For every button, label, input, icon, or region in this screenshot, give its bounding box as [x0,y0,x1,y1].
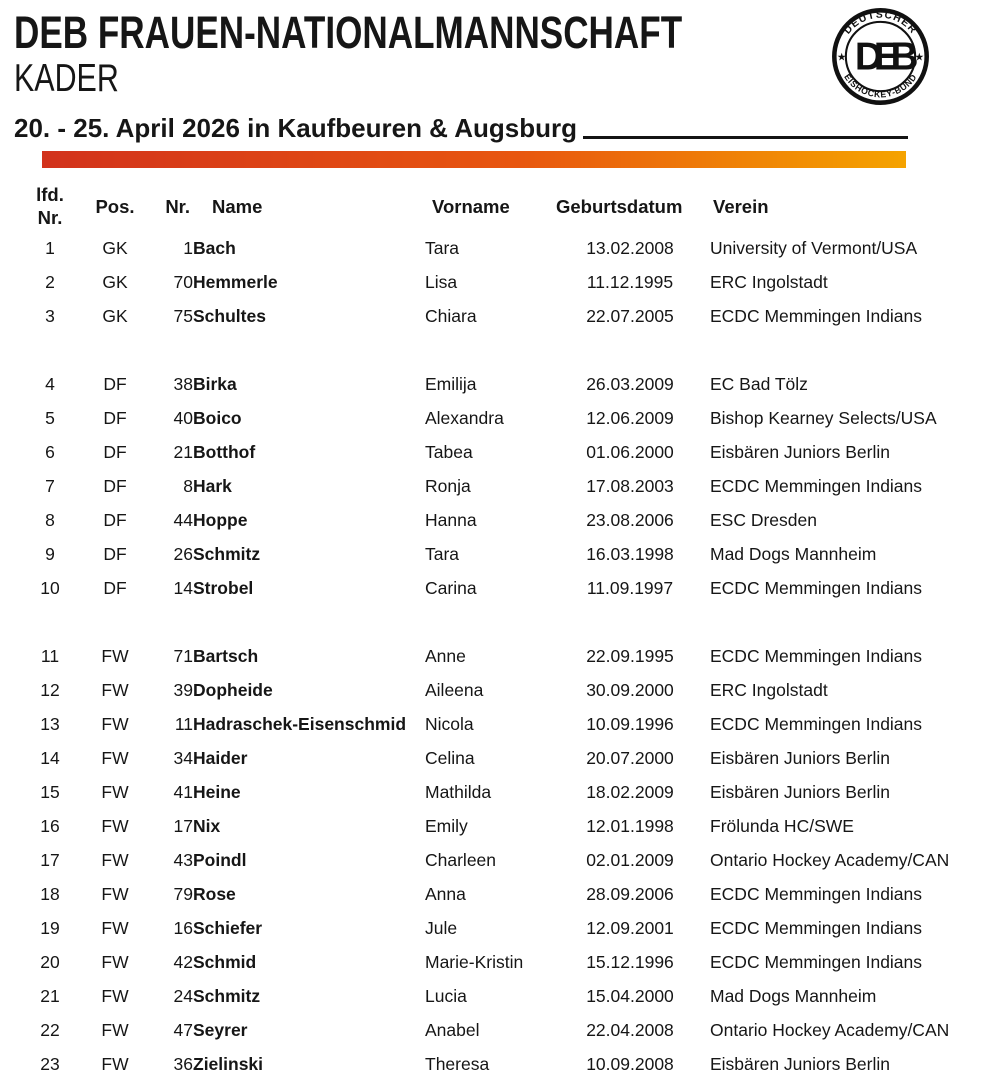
cell-geburtsdatum: 23.08.2006 [586,510,674,531]
cell-lfd-nr: 18 [40,884,60,905]
cell-lfd-nr: 7 [45,476,55,497]
cell-geburtsdatum: 12.01.1998 [586,816,674,837]
cell-vorname: Emilija [425,374,477,395]
cell-verein: Mad Dogs Mannheim [710,986,877,1007]
cell-geburtsdatum: 22.09.1995 [586,646,674,667]
cell-position: GK [102,306,128,327]
cell-vorname: Mathilda [425,782,492,803]
cell-geburtsdatum: 12.09.2001 [586,918,674,939]
cell-jersey-number: 40 [173,408,193,429]
cell-verein: ECDC Memmingen Indians [710,646,923,667]
column-header-name: Name [212,195,263,217]
cell-position: FW [101,646,129,667]
cell-name: Hoppe [193,510,248,531]
cell-verein: Eisbären Juniors Berlin [710,442,890,463]
cell-vorname: Lisa [425,272,458,293]
cell-position: DF [103,374,127,395]
cell-verein: ECDC Memmingen Indians [710,884,923,905]
cell-vorname: Jule [425,918,458,939]
logo-top-text: DEUTSCHER [842,9,919,37]
group-spacer [25,333,999,367]
cell-geburtsdatum: 18.02.2009 [586,782,674,803]
cell-vorname: Tabea [425,442,473,463]
cell-position: FW [101,714,129,735]
cell-lfd-nr: 23 [40,1054,60,1074]
cell-lfd-nr: 15 [40,782,60,803]
cell-geburtsdatum: 10.09.1996 [586,714,674,735]
cell-lfd-nr: 3 [45,306,55,327]
cell-name: Birka [193,374,237,395]
cell-jersey-number: 39 [173,680,193,701]
cell-position: FW [101,884,129,905]
table-row [25,741,999,775]
logo-monogram: DEB [854,35,910,79]
table-row [25,401,999,435]
cell-position: FW [101,850,129,871]
cell-jersey-number: 11 [174,714,193,735]
cell-geburtsdatum: 20.07.2000 [586,748,674,769]
date-line [14,114,999,143]
cell-position: FW [101,1054,129,1074]
cell-lfd-nr: 6 [45,442,55,463]
table-row [25,843,999,877]
cell-position: DF [103,408,127,429]
cell-lfd-nr: 2 [45,272,55,293]
table-row [25,503,999,537]
cell-jersey-number: 14 [173,578,193,599]
cell-name: Schiefer [193,918,263,939]
cell-vorname: Celina [425,748,475,769]
cell-position: DF [103,476,127,497]
cell-geburtsdatum: 11.12.1995 [586,272,674,293]
cell-position: DF [103,510,127,531]
table-row [25,299,999,333]
cell-lfd-nr: 19 [40,918,60,939]
cell-jersey-number: 79 [173,884,193,905]
cell-verein: ECDC Memmingen Indians [710,714,923,735]
cell-position: FW [101,1020,129,1041]
cell-vorname: Aileena [425,680,484,701]
cell-position: GK [102,238,128,259]
cell-lfd-nr: 22 [40,1020,60,1041]
cell-verein: ECDC Memmingen Indians [710,476,923,497]
cell-position: FW [101,918,129,939]
cell-lfd-nr: 5 [45,408,55,429]
cell-name: Schultes [193,306,266,327]
cell-name: Dopheide [193,680,273,701]
cell-lfd-nr: 17 [40,850,60,871]
table-row [25,911,999,945]
cell-position: FW [101,748,129,769]
cell-verein: Eisbären Juniors Berlin [710,748,890,769]
cell-name: Hemmerle [193,272,278,293]
cell-vorname: Tara [425,238,460,259]
cell-verein: Ontario Hockey Academy/CAN [710,850,950,871]
cell-lfd-nr: 21 [40,986,60,1007]
column-header-geburtsdatum: Geburtsdatum [556,195,683,217]
cell-verein: ECDC Memmingen Indians [710,578,923,599]
gradient-bar [42,151,906,168]
cell-position: FW [101,782,129,803]
cell-jersey-number: 38 [173,374,193,395]
table-row [25,877,999,911]
table-row [25,469,999,503]
cell-jersey-number: 42 [173,952,193,973]
cell-vorname: Anne [425,646,466,667]
cell-lfd-nr: 9 [45,544,55,565]
table-row [25,265,999,299]
cell-jersey-number: 17 [173,816,193,837]
cell-jersey-number: 36 [173,1054,193,1074]
cell-name: Schmitz [193,986,261,1007]
cell-verein: ECDC Memmingen Indians [710,952,923,973]
column-header-pos: Pos. [95,195,135,217]
cell-lfd-nr: 1 [45,238,55,259]
cell-geburtsdatum: 13.02.2008 [586,238,674,259]
cell-name: Zielinski [193,1054,264,1074]
cell-jersey-number: 43 [173,850,193,871]
cell-name: Nix [193,816,221,837]
column-header-lfd-line1: lfd. [36,184,64,206]
roster-table [25,181,999,1074]
cell-geburtsdatum: 17.08.2003 [586,476,674,497]
table-row [25,1047,999,1074]
cell-position: FW [101,816,129,837]
table-row [25,1013,999,1047]
column-header-lfd-line2: Nr. [37,207,63,229]
cell-lfd-nr: 20 [40,952,60,973]
table-row [25,367,999,401]
table-row [25,979,999,1013]
cell-vorname: Marie-Kristin [425,952,524,973]
cell-position: FW [101,952,129,973]
heading-rule [583,136,908,139]
cell-name: Hark [193,476,232,497]
cell-geburtsdatum: 01.06.2000 [586,442,674,463]
cell-jersey-number: 21 [173,442,193,463]
column-header-verein: Verein [713,195,769,217]
column-header-lfd-nr [25,181,75,231]
cell-geburtsdatum: 26.03.2009 [586,374,674,395]
cell-geburtsdatum: 15.04.2000 [586,986,674,1007]
cell-vorname: Theresa [425,1054,490,1074]
cell-lfd-nr: 11 [40,646,60,667]
table-row [25,435,999,469]
cell-lfd-nr: 12 [40,680,60,701]
page-subtitle: KADER [14,56,119,100]
cell-name: Strobel [193,578,254,599]
table-row [25,775,999,809]
cell-verein: Mad Dogs Mannheim [710,544,877,565]
date-location-heading: 20. - 25. April 2026 in Kaufbeuren & Augsburg [14,112,577,143]
table-row [25,945,999,979]
cell-verein: EC Bad Tölz [710,374,808,395]
cell-name: Seyrer [193,1020,248,1041]
cell-vorname: Tara [425,544,460,565]
cell-name: Poindl [193,850,247,871]
cell-jersey-number: 24 [173,986,193,1007]
cell-geburtsdatum: 28.09.2006 [586,884,674,905]
cell-verein: Frölunda HC/SWE [710,816,854,837]
cell-vorname: Alexandra [425,408,504,429]
cell-jersey-number: 75 [173,306,193,327]
cell-name: Bach [193,238,236,259]
page-title: DEB FRAUEN-NATIONALMANNSCHAFT [14,7,683,58]
cell-lfd-nr: 16 [40,816,60,837]
cell-jersey-number: 26 [173,544,193,565]
star-left-icon: ★ [836,51,847,64]
cell-geburtsdatum: 11.09.1997 [586,578,674,599]
cell-verein: University of Vermont/USA [710,238,918,259]
cell-name: Schmitz [193,544,261,565]
cell-geburtsdatum: 22.04.2008 [586,1020,674,1041]
table-header-row [25,181,999,231]
cell-jersey-number: 44 [173,510,193,531]
cell-jersey-number: 47 [173,1020,193,1041]
table-row [25,231,999,265]
cell-name: Heine [193,782,241,803]
star-right-icon: ★ [914,51,925,64]
column-header-nr: Nr. [165,195,190,217]
deb-logo [831,7,930,106]
cell-jersey-number: 1 [183,238,193,259]
cell-verein: Ontario Hockey Academy/CAN [710,1020,950,1041]
cell-name: Haider [193,748,248,769]
cell-geburtsdatum: 10.09.2008 [586,1054,674,1074]
table-row [25,707,999,741]
cell-verein: ERC Ingolstadt [710,272,828,293]
cell-lfd-nr: 8 [45,510,55,531]
cell-verein: ECDC Memmingen Indians [710,306,923,327]
cell-jersey-number: 34 [173,748,193,769]
cell-vorname: Chiara [425,306,477,327]
cell-position: DF [103,442,127,463]
cell-vorname: Carina [425,578,477,599]
cell-geburtsdatum: 12.06.2009 [586,408,674,429]
group-spacer [25,605,999,639]
table-row [25,809,999,843]
cell-vorname: Hanna [425,510,477,531]
cell-verein: Eisbären Juniors Berlin [710,1054,890,1074]
cell-position: FW [101,986,129,1007]
cell-name: Hadraschek-Eisenschmid [193,714,407,735]
cell-lfd-nr: 4 [45,374,55,395]
cell-geburtsdatum: 15.12.1996 [586,952,674,973]
cell-verein: ERC Ingolstadt [710,680,828,701]
cell-name: Botthof [193,442,256,463]
cell-vorname: Emily [425,816,468,837]
cell-position: DF [103,578,127,599]
cell-geburtsdatum: 30.09.2000 [586,680,674,701]
cell-position: GK [102,272,128,293]
cell-verein: ESC Dresden [710,510,817,531]
cell-jersey-number: 70 [173,272,193,293]
cell-vorname: Charleen [425,850,497,871]
cell-name: Rose [193,884,236,905]
table-row [25,673,999,707]
cell-lfd-nr: 14 [40,748,60,769]
cell-verein: Eisbären Juniors Berlin [710,782,890,803]
table-row [25,639,999,673]
cell-jersey-number: 8 [183,476,193,497]
logo-bottom-text: EISHOCKEY-BUND [842,72,919,100]
deb-logo-graphic [831,7,930,106]
cell-geburtsdatum: 16.03.1998 [586,544,674,565]
cell-vorname: Anabel [425,1020,480,1041]
cell-lfd-nr: 10 [40,578,60,599]
cell-vorname: Nicola [425,714,474,735]
cell-name: Boico [193,408,242,429]
cell-jersey-number: 41 [173,782,193,803]
cell-jersey-number: 71 [173,646,193,667]
column-header-vorname: Vorname [432,195,510,217]
cell-position: FW [101,680,129,701]
cell-vorname: Ronja [425,476,471,497]
table-row [25,537,999,571]
cell-lfd-nr: 13 [40,714,60,735]
cell-geburtsdatum: 22.07.2005 [586,306,674,327]
cell-jersey-number: 16 [173,918,193,939]
cell-verein: Bishop Kearney Selects/USA [710,408,937,429]
cell-verein: ECDC Memmingen Indians [710,918,923,939]
cell-name: Schmid [193,952,257,973]
table-row [25,571,999,605]
cell-position: DF [103,544,127,565]
cell-vorname: Anna [425,884,466,905]
cell-geburtsdatum: 02.01.2009 [586,850,674,871]
cell-name: Bartsch [193,646,259,667]
cell-vorname: Lucia [425,986,467,1007]
